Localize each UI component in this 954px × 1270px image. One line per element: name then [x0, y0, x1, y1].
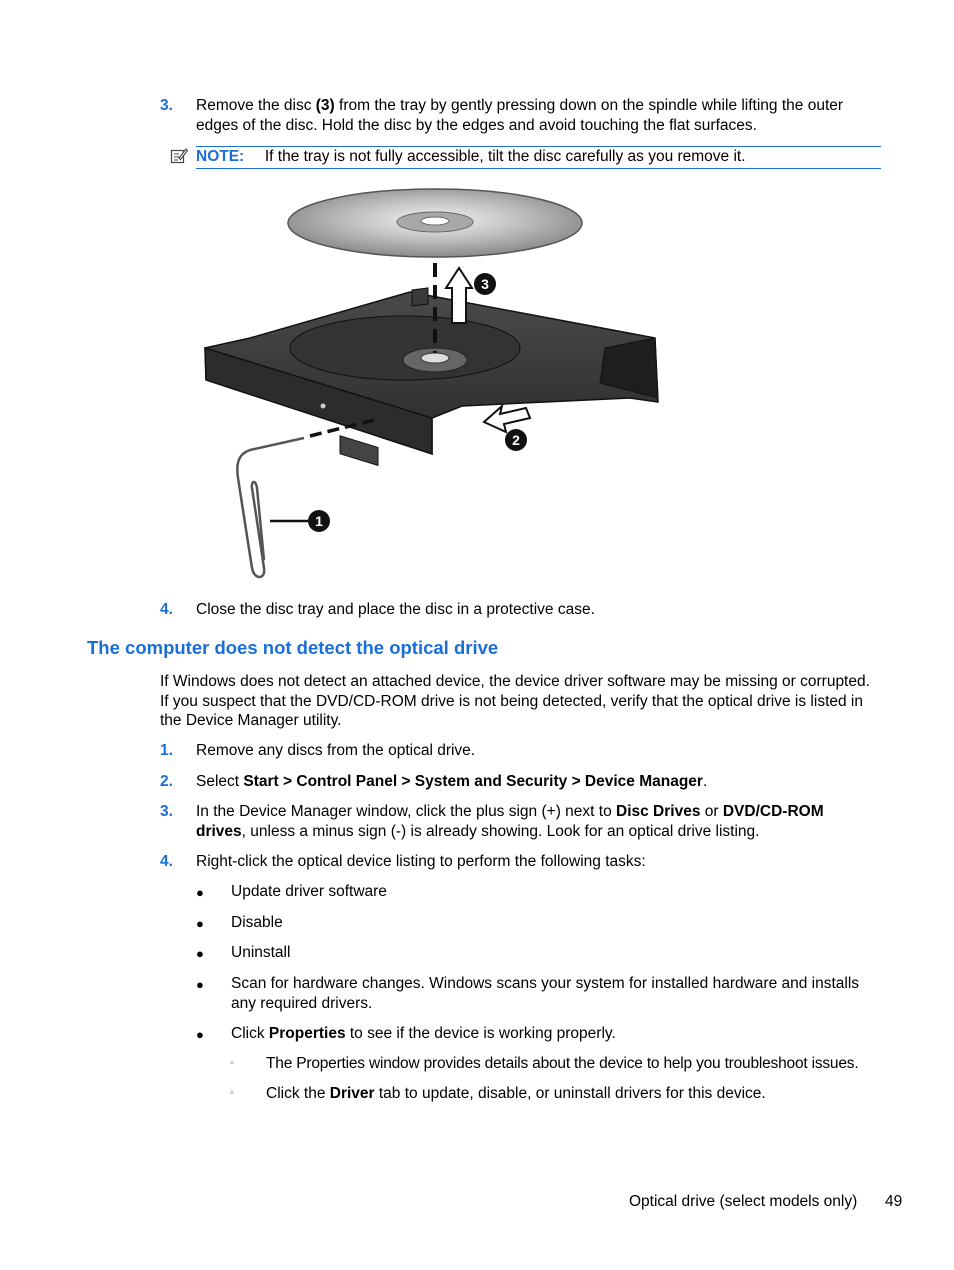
note-label: NOTE:	[196, 148, 245, 165]
list-item: Scan for hardware changes. Windows scans your system for installed hardware and installs any required drivers.	[231, 975, 860, 1012]
subbullet-icon: ◦	[230, 1087, 234, 1099]
page-number: 49	[885, 1193, 903, 1210]
bullet-icon: ●	[196, 977, 204, 992]
step-number: 4.	[160, 601, 173, 618]
bullet-icon: ●	[196, 1027, 204, 1042]
callout-2-label: 2	[512, 432, 520, 448]
section-heading: The computer does not detect the optical drive	[87, 637, 499, 658]
step-text: Select Start > Control Panel > System and Security > Device Manager.	[196, 773, 708, 790]
step-text: Close the disc tray and place the disc in a protective case.	[196, 601, 595, 618]
bullet-icon: ●	[196, 946, 204, 961]
list-item: Click Properties to see if the device is working properly.	[231, 1025, 616, 1042]
subbullet-icon: ◦	[230, 1057, 234, 1069]
step-text: Remove the disc (3) from the tray by gently pressing down on the spindle while lifting the outer edges of the disc. Hold the disc by the edges and avoid touching the flat surfaces.	[196, 97, 844, 134]
step-text: Remove any discs from the optical drive.	[196, 742, 476, 759]
optical-drive-illustration	[200, 188, 670, 584]
step-text: In the Device Manager window, click the plus sign (+) next to Disc Drives or DVD/CD-ROM drives, unless a minus sign (-) is already showing. Look for an optical drive listing.	[196, 803, 824, 840]
footer-title: Optical drive (select models only)	[629, 1193, 858, 1210]
step-number: 3.	[160, 803, 173, 820]
bullet-icon: ●	[196, 916, 204, 931]
list-item: Disable	[231, 914, 283, 931]
callout-1-label: 1	[315, 513, 323, 529]
bullet-icon: ●	[196, 885, 204, 900]
note-line	[196, 147, 746, 167]
step-number: 2.	[160, 773, 173, 790]
step-number: 4.	[160, 853, 173, 870]
step-text: Right-click the optical device listing to perform the following tasks:	[196, 853, 646, 870]
step-number: 3.	[160, 97, 173, 114]
note-text: If the tray is not fully accessible, tilt the disc carefully as you remove it.	[264, 148, 746, 165]
step-number: 1.	[160, 742, 173, 759]
list-item: Update driver software	[231, 883, 387, 900]
list-item: Click the Driver tab to update, disable, or uninstall drivers for this device.	[266, 1085, 766, 1102]
list-item: The Properties window provides details about the device to help you troubleshoot issues.	[266, 1055, 859, 1072]
list-item: Uninstall	[231, 944, 291, 961]
intro-paragraph: If Windows does not detect an attached device, the device driver software may be missing or corrupted. If you suspect that the DVD/CD-ROM drive is not being detected, verify that the optical drive is listed in the Device Manager utility.	[160, 673, 870, 729]
note-pencil-icon	[170, 147, 188, 165]
callout-3-label: 3	[481, 276, 489, 292]
